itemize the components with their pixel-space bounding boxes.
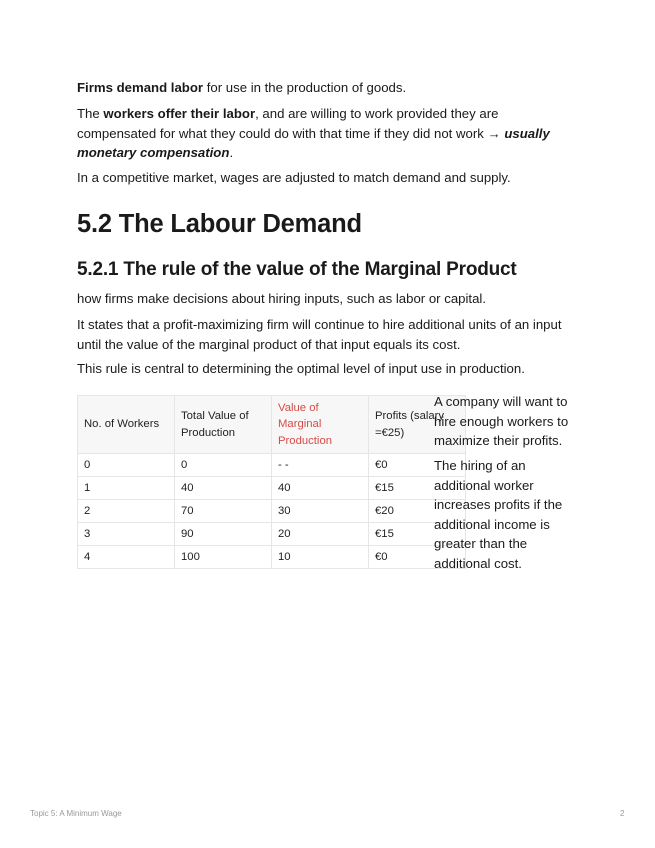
- table-cell: 10: [272, 546, 369, 569]
- table-row: [78, 523, 466, 546]
- table-row: [78, 546, 466, 569]
- table-header-row: [78, 396, 466, 454]
- footer-page-number: 2: [620, 809, 625, 818]
- table-cell: 0: [78, 454, 175, 477]
- header-total-value: Total Value of Production: [175, 396, 272, 454]
- header-workers: No. of Workers: [78, 396, 175, 454]
- table-cell: 4: [78, 546, 175, 569]
- table-cell: 3: [78, 523, 175, 546]
- footer-topic: Topic 5: A Minimum Wage: [30, 809, 122, 818]
- section-heading: 5.2 The Labour Demand: [77, 210, 362, 238]
- table-row: [78, 477, 466, 500]
- table-cell: 40: [272, 477, 369, 500]
- table-cell: €0: [369, 546, 466, 569]
- intro-paragraph-3: In a competitive market, wages are adjusted to match demand and supply.: [77, 170, 511, 185]
- table-row: [78, 454, 466, 477]
- intro-paragraph-1: [77, 78, 577, 98]
- intro-text-2b: , and are willing to work provided they are compensated for what they could do with that time if they did not work →: [77, 106, 505, 141]
- table-cell: - -: [272, 454, 369, 477]
- table-cell: €0: [369, 454, 466, 477]
- body-paragraph-2: It states that a profit-maximizing firm will continue to hire additional units of an input until the value of the marginal product of that input equals its cost.: [77, 317, 562, 352]
- marginal-product-table: [77, 395, 466, 569]
- header-profits: Profits (salary =€25): [369, 396, 466, 454]
- intro-emphasis: usually monetary compensation: [77, 125, 550, 160]
- intro-paragraph-2: [77, 104, 577, 163]
- intro-text-1: for use in the production of goods.: [203, 80, 407, 95]
- side-note-1: A company will want to hire enough workers to maximize their profits.: [434, 394, 569, 448]
- table-cell: 20: [272, 523, 369, 546]
- table-cell: 40: [175, 477, 272, 500]
- table-cell: 100: [175, 546, 272, 569]
- table-cell: 90: [175, 523, 272, 546]
- intro-text-2a: The: [77, 106, 104, 121]
- table-cell: €20: [369, 500, 466, 523]
- table-cell: €15: [369, 523, 466, 546]
- intro-bold-2: workers offer their labor: [103, 106, 256, 121]
- intro-text-2c: .: [229, 145, 234, 160]
- body-paragraph-1: how firms make decisions about hiring inputs, such as labor or capital.: [77, 291, 487, 306]
- body-paragraph-3: This rule is central to determining the optimal level of input use in production.: [77, 361, 525, 376]
- table-row: [78, 500, 466, 523]
- table-cell: 2: [78, 500, 175, 523]
- table-cell: 1: [78, 477, 175, 500]
- table-cell: 0: [175, 454, 272, 477]
- intro-bold-1: Firms demand labor: [77, 80, 204, 95]
- table-cell: 70: [175, 500, 272, 523]
- table-cell: 30: [272, 500, 369, 523]
- subsection-heading: 5.2.1 The rule of the value of the Marginal Product: [77, 259, 517, 280]
- side-note-2: The hiring of an additional worker increases profits if the additional income is greater than the additional cost.: [434, 458, 563, 571]
- header-marginal-value: Value of Marginal Production: [272, 396, 369, 454]
- table-cell: €15: [369, 477, 466, 500]
